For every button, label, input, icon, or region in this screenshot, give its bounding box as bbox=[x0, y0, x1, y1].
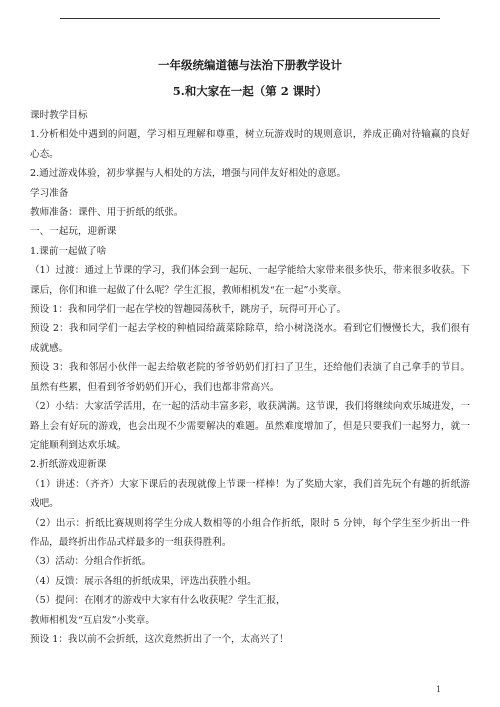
teacher-prep: 教师准备：课件、用于折纸的纸张。 bbox=[30, 207, 184, 219]
paragraph-summary: （2）小结：大家活学活用，在一起的活动丰富多彩，收获满满。这节课，我们将继续向欢乐城进发，一路上会有好玩的游戏，也会出现不少需要解决的难题。虽然难度增加了，但是只要我们一起努力，就一定能顺利到达欢乐城。 bbox=[30, 401, 470, 451]
section-heading-prep: 学习准备 bbox=[30, 187, 69, 199]
preset-2: 预设 2：我和同学们一起去学校的种植园给蔬菜除除草，给小树浇浇水。看到它们慢慢长大，我们很有成就感。 bbox=[30, 323, 470, 354]
paragraph-award: 教师相机发“互启发”小奖章。 bbox=[30, 614, 155, 626]
paragraph-rules: （2）出示：折纸比赛规则将学生分成人数相等的小组合作折纸，限时 5 分钟，每个学生至少折出一件作品，最终折出作品式样最多的一组获得胜利。 bbox=[30, 517, 470, 548]
document-body bbox=[30, 58, 470, 649]
goal-2: 2.通过游戏体验，初步掌握与人相处的方法，增强与同伴友好相处的意愿。 bbox=[30, 168, 347, 180]
header-rule bbox=[60, 18, 440, 19]
part-heading-1: 一、一起玩，迎新课 bbox=[30, 226, 117, 238]
goal-1: 1.分析相处中遇到的问题，学习相互理解和尊重，树立玩游戏时的规则意识，养成正确对待输赢的良好心态。 bbox=[30, 129, 470, 160]
preset-1: 预设 1：我和同学们一起在学校的智趣园荡秋千，跳房子，玩得可开心了。 bbox=[30, 304, 347, 316]
sub-heading-2: 2.折纸游戏迎新课 bbox=[30, 459, 107, 471]
lesson-content bbox=[30, 106, 470, 649]
section-heading-goals: 课时教学目标 bbox=[30, 110, 88, 121]
paragraph-narration: （1）讲述：（齐齐）大家下课后的表现就像上节课一样棒！为了奖励大家，我们首先玩个有趣的折纸游戏吧。 bbox=[30, 478, 470, 510]
page-number: 1 bbox=[436, 685, 442, 694]
paragraph-transition: （1）过渡：通过上节课的学习，我们体会到一起玩、一起学能给大家带来很多快乐，带来很多收获。下课后，你们和谁一起做了什么呢？学生汇报，教师相机发“在一起”小奖章。 bbox=[30, 265, 470, 296]
paragraph-question: （5）提问：在刚才的游戏中大家有什么收获呢？学生汇报， bbox=[30, 595, 286, 607]
paragraph-activity: （3）活动：分组合作折纸。 bbox=[30, 556, 152, 568]
paragraph-feedback: （4）反馈：展示各组的折纸成果，评选出获胜小组。 bbox=[30, 575, 257, 587]
document-title: 一年级统编道德与法治下册教学设计 bbox=[158, 58, 342, 72]
lesson-title: 5.和大家在一起（第 2 课时） bbox=[172, 84, 328, 98]
preset-folding-1: 预设 1：我以前不会折纸，这次竟然折出了一个，太高兴了！ bbox=[30, 633, 289, 645]
sub-heading-1: 1.课前一起做了啥 bbox=[30, 245, 107, 257]
preset-3: 预设 3：我和邻居小伙伴一起去给敬老院的爷爷奶奶们打扫了卫生，还给他们表演了自己拿手的节目。虽然有些累，但看到爷爷奶奶们开心，我们也都非常高兴。 bbox=[30, 362, 470, 393]
